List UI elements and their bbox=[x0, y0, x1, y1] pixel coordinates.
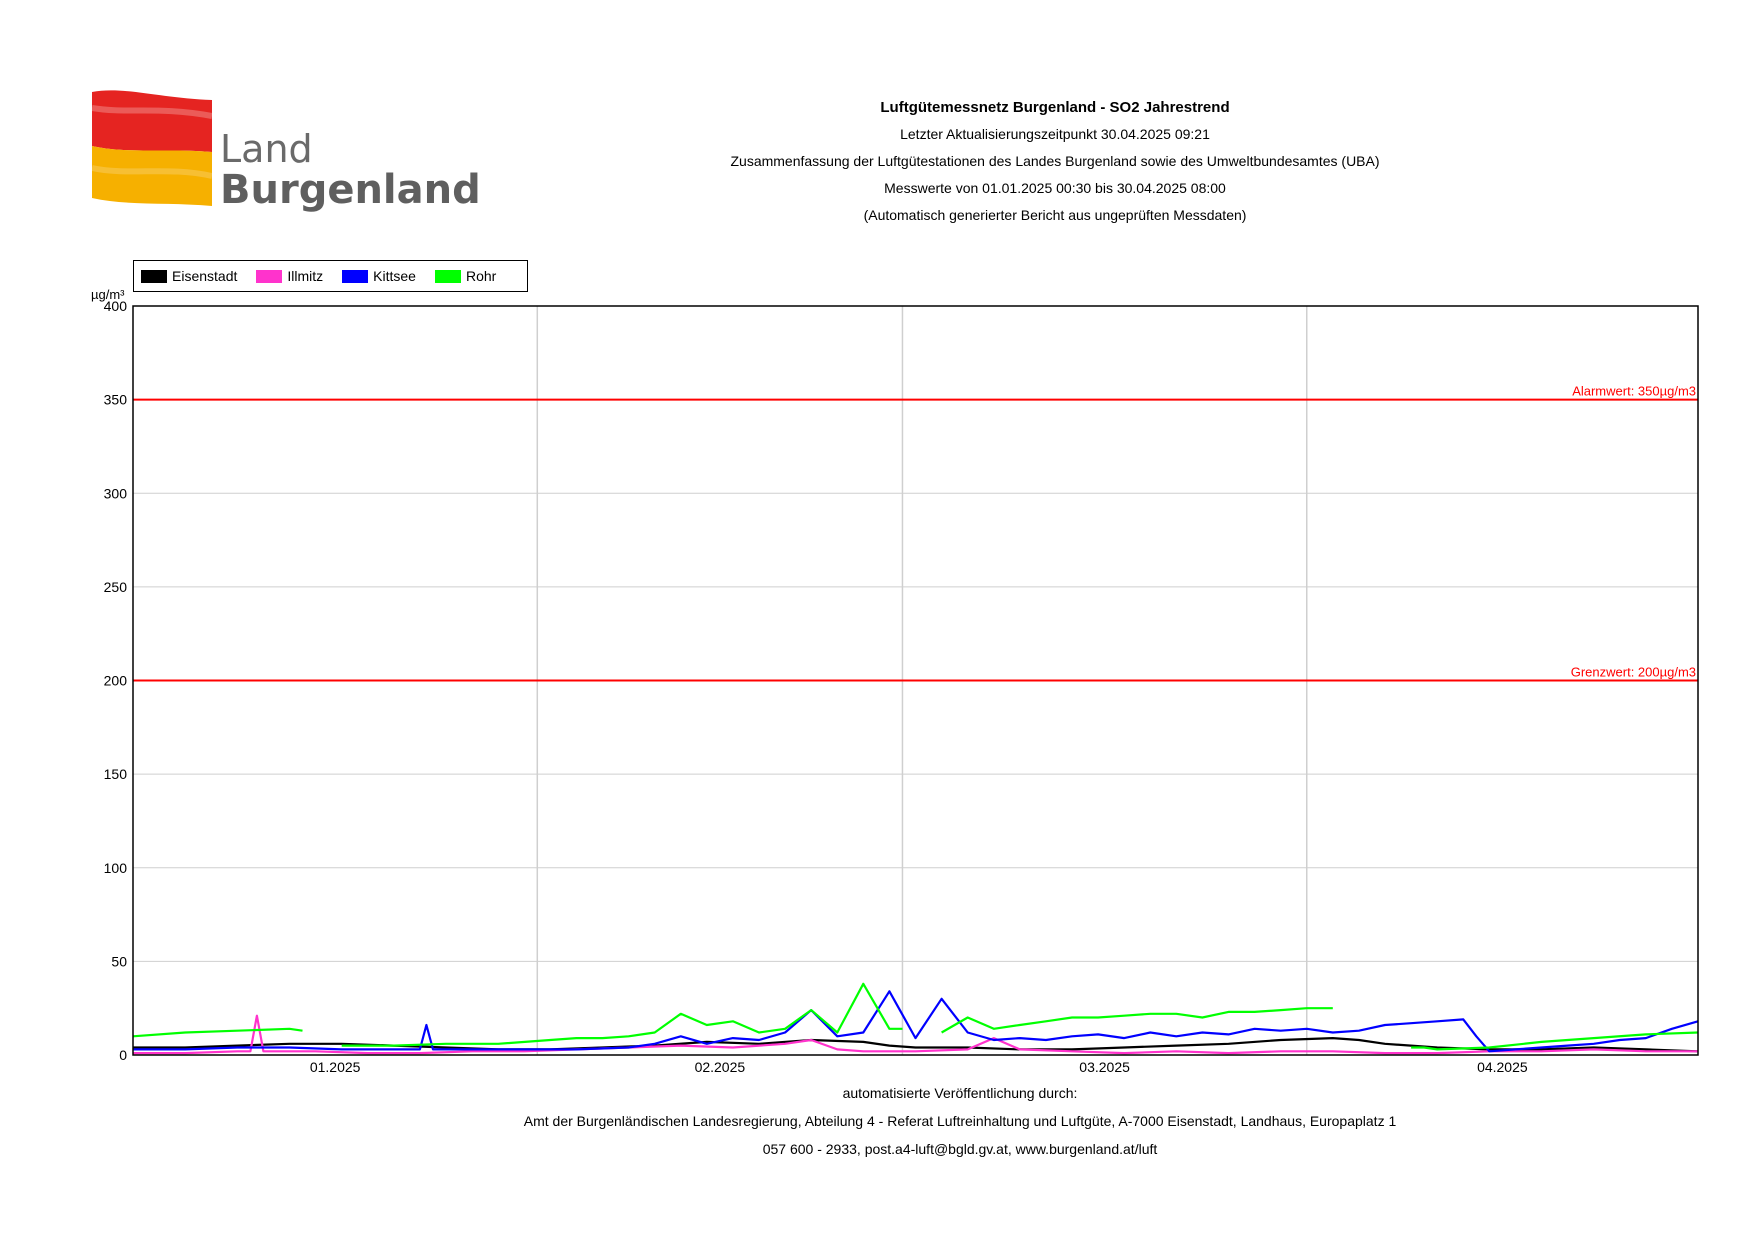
report-note: (Automatisch generierter Bericht aus ungeprüften Messdaten) bbox=[863, 207, 1247, 223]
legend-swatch bbox=[141, 270, 167, 283]
legend-swatch bbox=[342, 270, 368, 283]
chart-legend bbox=[133, 260, 528, 292]
y-tick-label: 100 bbox=[103, 859, 127, 876]
y-tick-label: 250 bbox=[103, 578, 127, 595]
report-range: Messwerte von 01.01.2025 00:30 bis 30.04.2025 08:00 bbox=[884, 180, 1226, 196]
x-tick-label: 02.2025 bbox=[694, 1059, 746, 1075]
x-tick-label: 03.2025 bbox=[1079, 1059, 1130, 1075]
report-title: Luftgütemessnetz Burgenland - SO2 Jahrestrend bbox=[880, 99, 1230, 116]
threshold-label: Grenzwert: 200µg/m3 bbox=[1570, 664, 1696, 680]
report-footer bbox=[300, 1079, 1620, 1163]
legend-label: Rohr bbox=[465, 268, 497, 284]
y-tick-label: 400 bbox=[103, 298, 127, 314]
legend-label: Eisenstadt bbox=[172, 268, 238, 284]
threshold-label: Alarmwert: 350µg/m3 bbox=[1572, 383, 1696, 399]
y-tick-label: 200 bbox=[103, 672, 127, 689]
series-line-rohr bbox=[133, 984, 1698, 1050]
footer-line3: 057 600 - 2933, post.a4-luft@bgld.gv.at, www.burgenland.at/luft bbox=[762, 1141, 1158, 1157]
legend-item-eisenstadt bbox=[141, 268, 237, 284]
footer-line2: Amt der Burgenländischen Landesregierung, Abteilung 4 - Referat Luftreinhaltung und Luftgüte, A-7000 Eisenstadt, Landhaus, Europaplatz 1 bbox=[523, 1113, 1397, 1129]
x-tick-label: 04.2025 bbox=[1477, 1059, 1528, 1075]
legend-swatch bbox=[435, 270, 461, 283]
report-updated: Letzter Aktualisierungszeitpunkt 30.04.2025 09:21 bbox=[900, 126, 1210, 142]
y-tick-label: 300 bbox=[103, 485, 127, 502]
legend-swatch bbox=[256, 270, 282, 283]
y-tick-label: 50 bbox=[111, 953, 127, 970]
series-line-kittsee bbox=[133, 991, 1698, 1051]
y-axis-label: µg/m³ bbox=[91, 287, 125, 302]
footer-line1: automatisierte Veröffentlichung durch: bbox=[842, 1085, 1078, 1101]
legend-label: Kittsee bbox=[373, 268, 416, 284]
legend-item-illmitz bbox=[256, 268, 323, 284]
legend-item-rohr bbox=[435, 268, 496, 284]
y-tick-label: 350 bbox=[103, 391, 127, 408]
y-tick-label: 0 bbox=[119, 1047, 127, 1063]
x-tick-label: 01.2025 bbox=[309, 1059, 361, 1075]
logo-line1: Land bbox=[220, 127, 313, 171]
legend-item-kittsee bbox=[342, 268, 416, 284]
report-summary: Zusammenfassung der Luftgütestationen des Landes Burgenland sowie des Umweltbundesamtes (UBA) bbox=[730, 153, 1380, 169]
y-tick-label: 150 bbox=[103, 766, 127, 783]
legend-label: Illmitz bbox=[287, 268, 324, 284]
logo-line2: Burgenland bbox=[220, 167, 481, 213]
